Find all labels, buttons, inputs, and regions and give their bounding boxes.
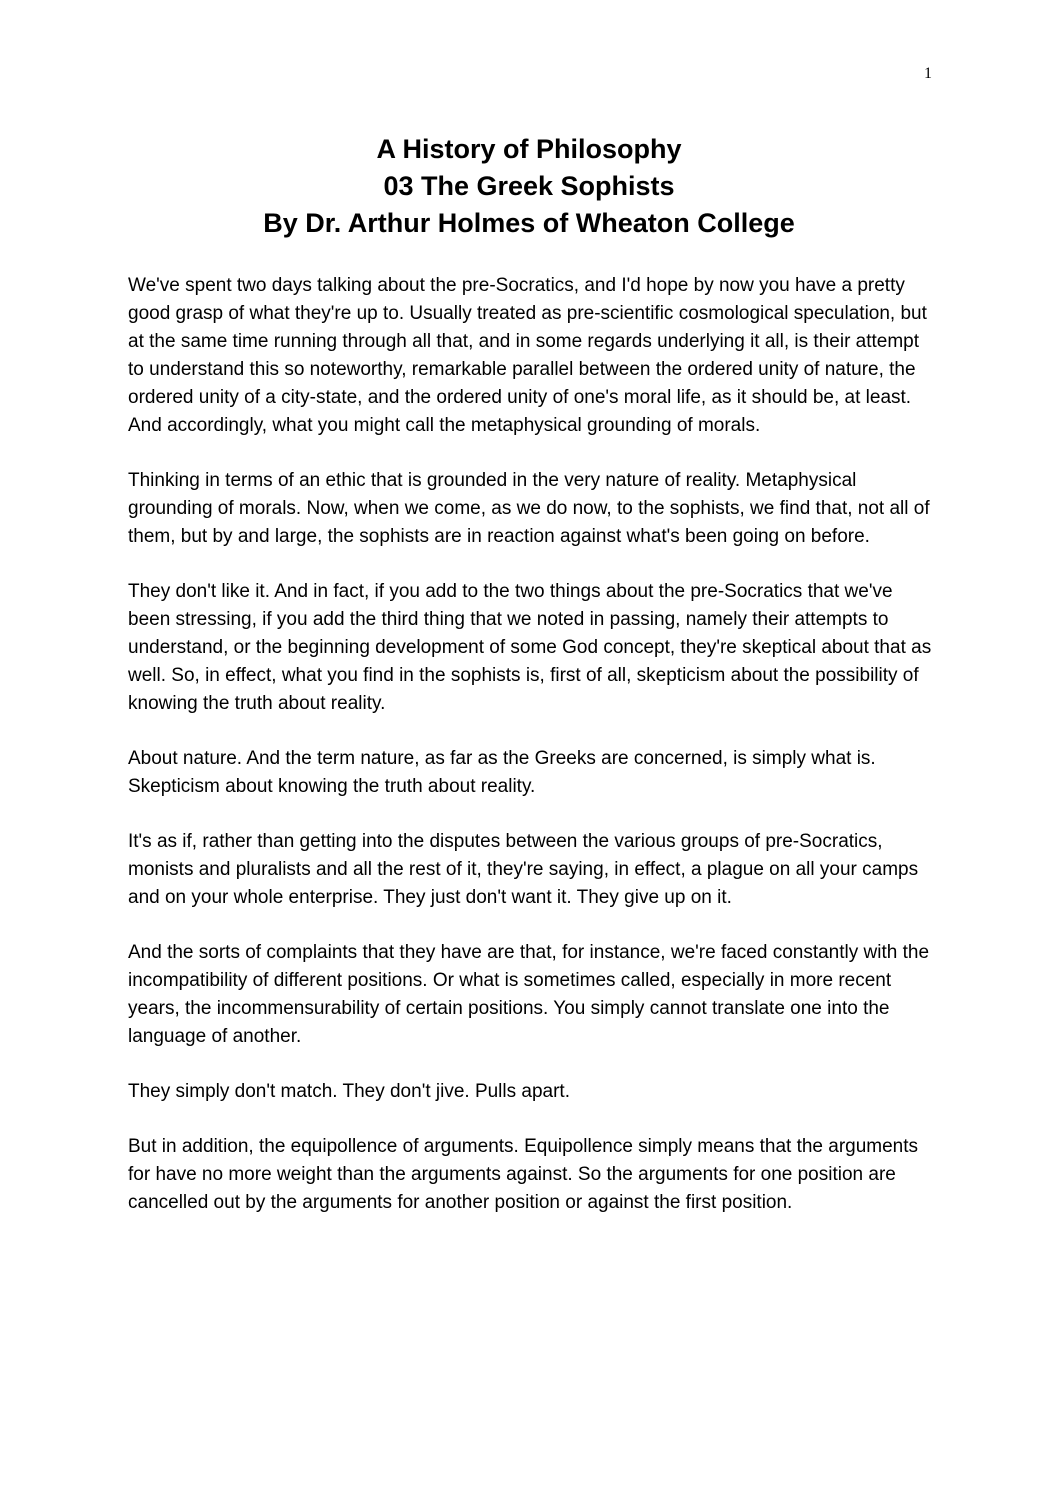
paragraph: About nature. And the term nature, as far as the Greeks are concerned, is simply what is. Skepticism about knowing the truth about reality. [128,748,876,797]
paragraph: And the sorts of complaints that they have are that, for instance, we're faced constantly with the incompatibility of different positions. Or what is sometimes called, especially in more recent years, the incommensurability of certain positions. You simply cannot translate one into the language of another. [128,942,930,1047]
page-number: 1 [924,65,932,82]
document-body [128,272,938,1244]
paragraph: We've spent two days talking about the pre-Socratics, and I'd hope by now you have a pretty good grasp of what they're up to. Usually treated as pre-scientific cosmological speculation, but at the same time running through all that, and in some regards underlying it all, is their attempt to understand this so noteworthy, remarkable parallel between the ordered unity of nature, the ordered unity of a city-state, and the ordered unity of one's moral life, as it should be, at least. And accordingly, what you might call the metaphysical grounding of morals. [128,275,927,436]
document-title [0,131,1058,242]
title-line-series: A History of Philosophy [376,134,682,164]
paragraph: Thinking in terms of an ethic that is grounded in the very nature of reality. Metaphysical grounding of morals. Now, when we come, as we do now, to the sophists, we find that, not all of them, but by and large, the sophists are in reaction against what's been going on before. [128,470,930,547]
paragraph: They simply don't match. They don't jive. Pulls apart. [128,1081,570,1102]
title-line-author: By Dr. Arthur Holmes of Wheaton College [263,208,795,238]
title-line-lecture: 03 The Greek Sophists [383,171,675,201]
paragraph: But in addition, the equipollence of arguments. Equipollence simply means that the arguments for have no more weight than the arguments against. So the arguments for one position are cancelled out by the arguments for another position or against the first position. [128,1136,919,1213]
paragraph: They don't like it. And in fact, if you add to the two things about the pre-Socratics that we've been stressing, if you add the third thing that we noted in passing, namely their attempts to understand, or the beginning development of some God concept, they're skeptical about that as well. So, in effect, what you find in the sophists is, first of all, skepticism about the possibility of knowing the truth about reality. [128,581,932,714]
paragraph: It's as if, rather than getting into the disputes between the various groups of pre-Socratics, monists and pluralists and all the rest of it, they're saying, in effect, a plague on all your camps and on your whole enterprise. They just don't want it. They give up on it. [128,831,919,908]
